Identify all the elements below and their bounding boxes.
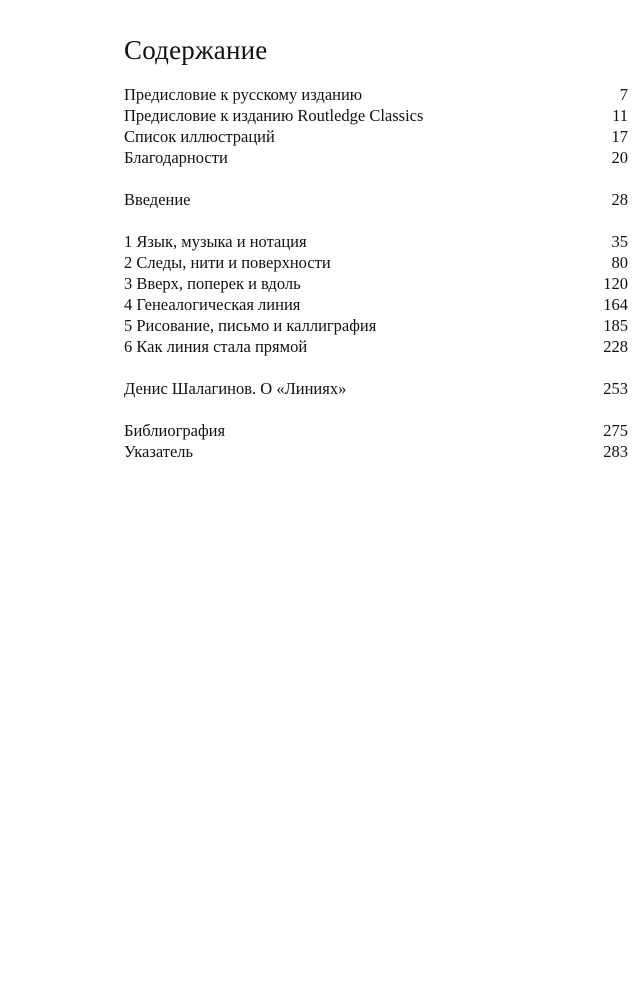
toc-entry-page: 80	[611, 253, 628, 272]
toc-entry	[124, 441, 628, 462]
toc-entry-page: 253	[603, 379, 628, 398]
toc-entry	[124, 294, 628, 315]
toc-entry	[124, 189, 628, 210]
toc-entry-page: 28	[611, 190, 628, 209]
toc-entry	[124, 252, 628, 273]
toc-entry	[124, 378, 628, 399]
table-of-contents	[124, 84, 628, 462]
toc-entry-label: 3 Вверх, поперек и вдоль	[124, 274, 301, 293]
toc-entry-label: Список иллюстраций	[124, 127, 275, 146]
toc-entry	[124, 84, 628, 105]
toc-entry-label: 5 Рисование, письмо и каллиграфия	[124, 316, 377, 335]
toc-group-back-matter	[124, 420, 628, 462]
toc-entry-page: 35	[611, 232, 628, 251]
toc-group-chapters	[124, 231, 628, 357]
toc-entry-label: 1 Язык, музыка и нотация	[124, 232, 307, 251]
toc-entry-page: 228	[603, 337, 628, 356]
toc-entry-label: 4 Генеалогическая линия	[124, 295, 301, 314]
toc-entry-page: 120	[603, 274, 628, 293]
toc-entry-page: 185	[603, 316, 628, 335]
toc-entry-label: 2 Следы, нити и поверхности	[124, 253, 331, 272]
toc-entry	[124, 420, 628, 441]
toc-group-front-matter	[124, 84, 628, 168]
toc-entry-page: 17	[611, 127, 628, 146]
toc-entry-label: Введение	[124, 190, 191, 209]
toc-entry	[124, 231, 628, 252]
toc-entry	[124, 105, 628, 126]
toc-entry-label: Благодарности	[124, 148, 228, 167]
page-title: Содержание	[124, 35, 268, 65]
toc-entry	[124, 126, 628, 147]
toc-group-introduction	[124, 189, 628, 210]
toc-entry-label: Предисловие к изданию Routledge Classics	[124, 106, 424, 125]
toc-entry-page: 164	[603, 295, 628, 314]
toc-group-afterword	[124, 378, 628, 399]
toc-entry-label: Указатель	[124, 442, 194, 461]
toc-entry-label: Денис Шалагинов. О «Линиях»	[124, 379, 347, 398]
toc-entry-page: 275	[603, 421, 628, 440]
toc-entry-page: 283	[603, 442, 628, 461]
toc-entry-label: Библиография	[124, 421, 226, 440]
toc-entry-label: Предисловие к русскому изданию	[124, 85, 363, 104]
toc-entry	[124, 273, 628, 294]
toc-entry-page: 11	[612, 106, 628, 125]
toc-entry	[124, 147, 628, 168]
toc-entry-page: 7	[619, 85, 628, 104]
toc-entry-page: 20	[611, 148, 628, 167]
toc-entry-label: 6 Как линия стала прямой	[124, 337, 308, 356]
toc-entry	[124, 336, 628, 357]
toc-entry	[124, 315, 628, 336]
